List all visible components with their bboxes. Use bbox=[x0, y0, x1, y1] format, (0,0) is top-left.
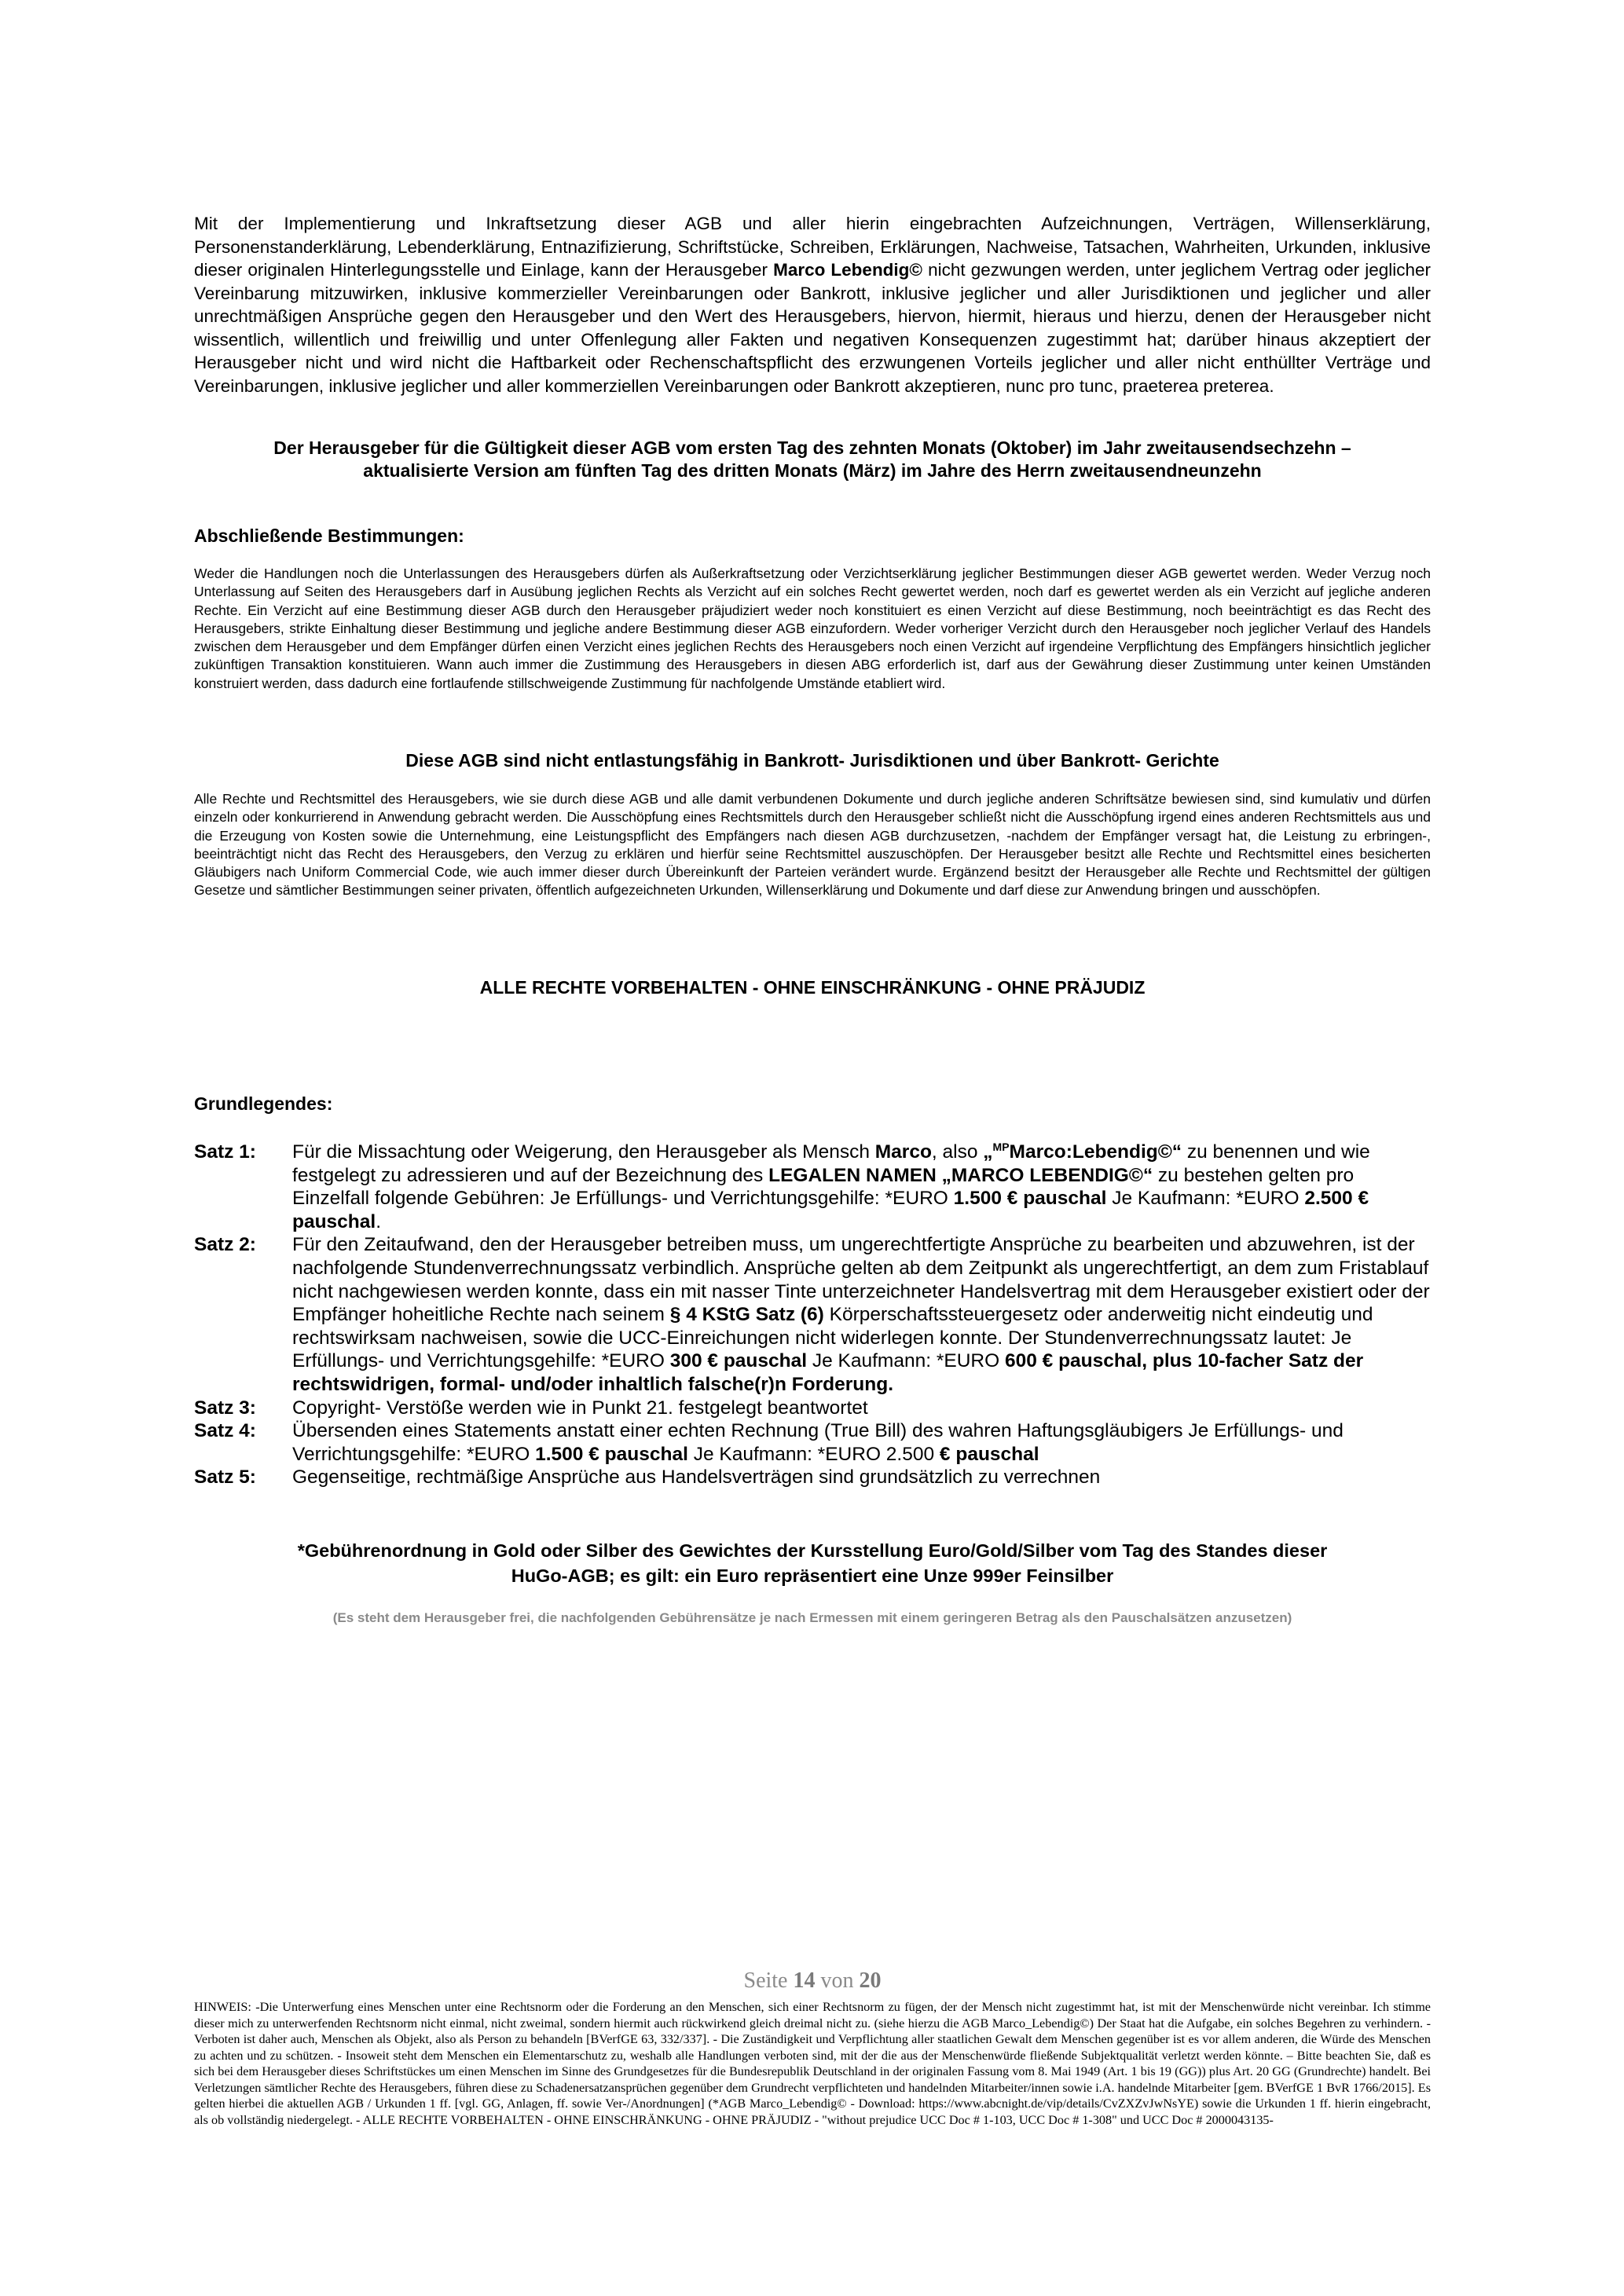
intro-paragraph bbox=[194, 212, 1431, 397]
publisher-name: Marco Lebendig© bbox=[773, 260, 923, 280]
satz-1-text: Für die Missachtung oder Weigerung, den Herausgeber als Mensch Marco, also „$^{MP}$Marco:Lebendig©“ zu benennen und wie festgelegt zu adressieren und auf der Bezeichnung des LEGALEN NAMEN „MARCO LEBENDIG©“ zu bestehen gelten pro Einzelfall folgende Gebühren: Je Erfüllungs- und Verrichtungsgehilfe: *EURO 1.500 € pauschal Je Kaufmann: *EURO 2.500 € pauschal. bbox=[292, 1140, 1370, 1232]
intro-text-start: Mit der Implementierung und Inkraftsetzung dieser AGB und aller hierin eingebrachten Aufzeichnungen, Verträgen, Willenserklärung, Personenstanderklärung, Lebenderklärung, Entnazifizierung, Schriftstücke, Schreiben, Erklärungen, Nachweise, Tatsachen, Wahrheiten, Urkunden, inklusive dieser originalen Hinterlegungsstelle und Einlage, kann der Herausgeber bbox=[194, 214, 1431, 280]
satz-2-text: Für den Zeitaufwand, den der Herausgeber betreiben muss, um ungerechtfertigte Ansprüche zu bearbeiten und abzuwehren, ist der nachfolgende Stundenverrechnungssatz verbindlich. Ansprüche gelten ab dem Zeitpunkt als ungerechtfertigt, an dem zum Fristablauf nicht nachgewiesen werden konnte, dass ein mit nasser Tinte unterzeichneter Handelsvertrag mit dem Herausgeber existiert oder der Empfänger hoheitliche Rechte nach seinem § 4 KStG Satz (6) Körperschaftssteuergesetz oder anderweitig nicht eindeutig und rechtswirksam nachweisen, sowie die UCC-Einreichungen nicht widerlegen konnte. Der Stundenverrechnungssatz lautet: Je Erfüllungs- und Verrichtungsgehilfe: *EURO 300 € pauschal Je Kaufmann: *EURO 600 € pauschal, plus 10-facher Satz der rechtswidrigen, formal- und/oder inhaltlich falsche(r)n Forderung. bbox=[292, 1234, 1430, 1395]
validity-line-1: Der Herausgeber für die Gültigkeit dieser AGB vom ersten Tag des zehnten Monats (Oktober) im Jahr zweitausendsechzehn – bbox=[273, 438, 1351, 458]
rights-reserved-line: ALLE RECHTE VORBEHALTEN - OHNE EINSCHRÄNKUNG - OHNE PRÄJUDIZ bbox=[479, 977, 1146, 998]
satz-5 bbox=[194, 1466, 1431, 1489]
satz-3 bbox=[194, 1397, 1431, 1420]
satz-label: Satz 4: bbox=[194, 1420, 256, 1442]
discount-note: (Es steht dem Herausgeber frei, die nachfolgenden Gebührensätze je nach Ermessen mit einem geringeren Betrag als den Pauschalsätzen anzusetzen) bbox=[332, 1610, 1292, 1625]
satz-1 bbox=[194, 1141, 1431, 1233]
satz-3-text: Copyright- Verstöße werden wie in Punkt 21. festgelegt beantwortet bbox=[292, 1397, 868, 1419]
fee-schedule-line-2: HuGo-AGB; es gilt: ein Euro repräsentiert eine Unze 999er Feinsilber bbox=[511, 1565, 1114, 1586]
final-provisions-text: Weder die Handlungen noch die Unterlassungen des Herausgebers dürfen als Außerkraftsetzung oder Verzichtserklärung jeglicher Bestimmungen dieser AGB gewertet werden. Weder Verzug noch Unterlassung auf Seiten des Herausgebers darf in Ausübung jeglichen Rechts als Verzicht auf ein solches Recht gewertet werden, noch darf es gewertet werden als ein Verzicht auf jegliche anderen Rechte. Ein Verzicht auf eine Bestimmung dieser AGB durch den Herausgeber präjudiziert weder noch konstituiert es einen Verzicht auf diese Bestimmung, noch beeinträchtigt es das Recht des Herausgebers, strikte Einhaltung dieser Bestimmung und jegliche andere Bestimmung dieser AGB einzufordern. Weder vorheriger Verzicht durch den Herausgeber noch jeglicher Verlauf des Handels zwischen dem Herausgeber und dem Empfänger dürfen einen Verzicht eines jeglichen Rechts des Herausgebers noch einen Verzicht auf irgendeine Verpflichtung des Empfängers hinsichtlich jeglicher zukünftigen Transaktion konstituieren. Wann auch immer die Zustimmung des Herausgebers in diesen ABG erforderlich ist, darf aus der Gewährung dieser Zustimmung unter keinen Umständen konstruiert werden, dass dadurch eine fortlaufende stillschweigende Zustimmung für nachfolgende Umstände etabliert wird. bbox=[194, 566, 1431, 691]
rights-paragraph: Alle Rechte und Rechtsmittel des Herausgebers, wie sie durch diese AGB und alle damit verbundenen Dokumente und durch jegliche anderen Schriftsätze bewiesen sind, sind kumulativ und dürfen einzeln oder konkurrierend in Anwendung gebracht werden. Die Ausschöpfung eines Rechtsmittels durch den Herausgeber schließt nicht die Ausschöpfung irgend eines anderen Rechtsmittels aus und die Erzeugung von Kosten sowie die Unternehmung, eine Leistungspflicht des Empfängers nach diesen AGB durchzusetzen, -nachdem der Empfänger versagt hat, die Leistung zu erbringen-, beeinträchtigt nicht das Recht des Herausgebers, den Verzug zu erklären und hierfür seine Rechtsmittel auszuschöpfen. Der Herausgeber besitzt alle Rechte und Rechtsmittel eines besicherten Gläubigers nach Uniform Commercial Code, wie auch immer dieser durch Übereinkunft der Parteien verändert wurde. Ergänzend besitzt der Herausgeber alle Rechte und Rechtsmittel der gültigen Gesetze und sämtlicher Bestimmungen seiner privaten, öffentlich aufgezeichneten Urkunden, Willenserklärung und Dokumente und darf diese zur Anwendung bringen und ausschöpfen. bbox=[194, 791, 1431, 899]
intro-text-end: nicht gezwungen werden, unter jeglichem Vertrag oder jeglicher Vereinbarung mitzuwirken, inklusive kommerzieller Vereinbarungen oder Bankrott, inklusive jeglicher und aller Jurisdiktionen und jeglicher und aller unrechtmäßigen Ansprüche gegen den Herausgeber und den Wert des Herausgebers, hiervon, hiermit, hieraus und hierzu, denen der Herausgeber nicht wissentlich, willentlich und freiwillig und unter Offenlegung aller Fakten und negativen Konsequenzen zugestimmt hat; darüber hinaus akzeptiert der Herausgeber nicht und wird nicht die Haftbarkeit oder Rechenschaftspflicht des erzwungenen Vorteils jeglicher und aller nicht enthüllter Verträge und Vereinbarungen, inklusive jeglicher und aller kommerziellen Vereinbarungen oder Bankrott akzeptieren, nunc pro tunc, praeterea preterea. bbox=[194, 260, 1431, 396]
satz-2 bbox=[194, 1233, 1431, 1396]
fee-schedule-line-1: *Gebührenordnung in Gold oder Silber des Gewichtes der Kursstellung Euro/Gold/Silber vom Tag des Standes dieser bbox=[297, 1540, 1328, 1561]
fee-schedule-note bbox=[194, 1538, 1431, 1588]
bankruptcy-heading: Diese AGB sind nicht entlastungsfähig in Bankrott- Jurisdiktionen und über Bankrott- Gerichte bbox=[405, 750, 1219, 771]
final-provisions-heading: Abschließende Bestimmungen: bbox=[194, 525, 464, 546]
satz-label: Satz 1: bbox=[194, 1141, 256, 1163]
grundlegendes-heading: Grundlegendes: bbox=[194, 1093, 333, 1114]
satz-5-text: Gegenseitige, rechtmäßige Ansprüche aus Handelsverträgen sind grundsätzlich zu verrechnen bbox=[292, 1467, 1101, 1489]
satz-label: Satz 3: bbox=[194, 1397, 256, 1419]
validity-line-2: aktualisierte Version am fünften Tag des dritten Monats (März) im Jahre des Herrn zweitausendneunzehn bbox=[363, 460, 1262, 481]
satz-4 bbox=[194, 1419, 1431, 1466]
footer-notice: HINWEIS: -Die Unterwerfung eines Menschen unter eine Rechtsnorm oder die Forderung an den Menschen, sich einer Rechtsnorm zu fügen, der der Mensch nicht zugestimmt hat, ist mit der Menschenwürde nicht vereinbar. Ich stimme dieser mich zu unterwerfenden Rechtsnorm nicht einmal, nicht zweimal, sondern hiermit auch rückwirkend gleich dreimal nicht zu. (siehe hierzu die AGB Marco_Lebendig©) Der Staat hat die Aufgabe, ein solches Begehren zu verhindern. - Verboten ist daher auch, Menschen als Objekt, also als Person zu behandeln [BVerfGE 63, 332/337]. - Die Zuständigkeit und Verpflichtung aller staatlichen Gewalt dem Menschen gegenüber ist es vor allem anderen, die Würde des Menschen zu achten und zu schützen. - Insoweit steht dem Menschen ein Elementarschutz zu, weshalb alle Handlungen verboten sind, mit der die aus der Menschenwürde fließende Subjektqualität verletzt werden könnte. – Bitte beachten Sie, daß es sich bei dem Herausgeber dieses Schriftstückes um einen Menschen im Sinne des Grundgesetzes für die Bundesrepublik Deutschland in der originalen Fassung vom 8. Mai 1949 (Art. 1 bis 19 (GG)) plus Art. 20 GG (Grundrechte) handelt. Bei Verletzungen sämtlicher Rechte des Herausgebers, führen diese zu Schadenersatzansprüchen gegenüber dem Grundrecht verpflichteten und handelnden Mitarbeiter/innen sowie i.A. handelnde Mitarbeiter [gem. BVerfGE 1 BvR 1766/2015]. Es gelten hierbei die aktuellen AGB / Urkunden 1 ff. [vgl. GG, Anlagen, ff. sowie Ver-/Anordnungen] (*AGB Marco_Lebendig© - Download: https://www.abcnight.de/vip/details/CvZXZvJwNsYE) sowie die Urkunden 1 ff. hierin eingebracht, als ob vollständig niedergelegt. - ALLE RECHTE VORBEHALTEN - OHNE EINSCHRÄNKUNG - OHNE PRÄJUDIZ - "without prejudice UCC Doc # 1-103, UCC Doc # 1-308" und UCC Doc # 2000043135- bbox=[194, 2000, 1431, 2127]
satz-4-text: Übersenden eines Statements anstatt einer echten Rechnung (True Bill) des wahren Haftungsgläubigers Je Erfüllungs- und Verrichtungsgehilfe: *EURO 1.500 € pauschal Je Kaufmann: *EURO 2.500 € pauschal bbox=[292, 1420, 1344, 1465]
page-number: Seite 14 von 20 bbox=[743, 1968, 882, 1993]
satz-list bbox=[194, 1141, 1431, 1489]
validity-statement bbox=[194, 437, 1431, 482]
satz-label: Satz 5: bbox=[194, 1467, 256, 1489]
satz-label: Satz 2: bbox=[194, 1234, 256, 1256]
